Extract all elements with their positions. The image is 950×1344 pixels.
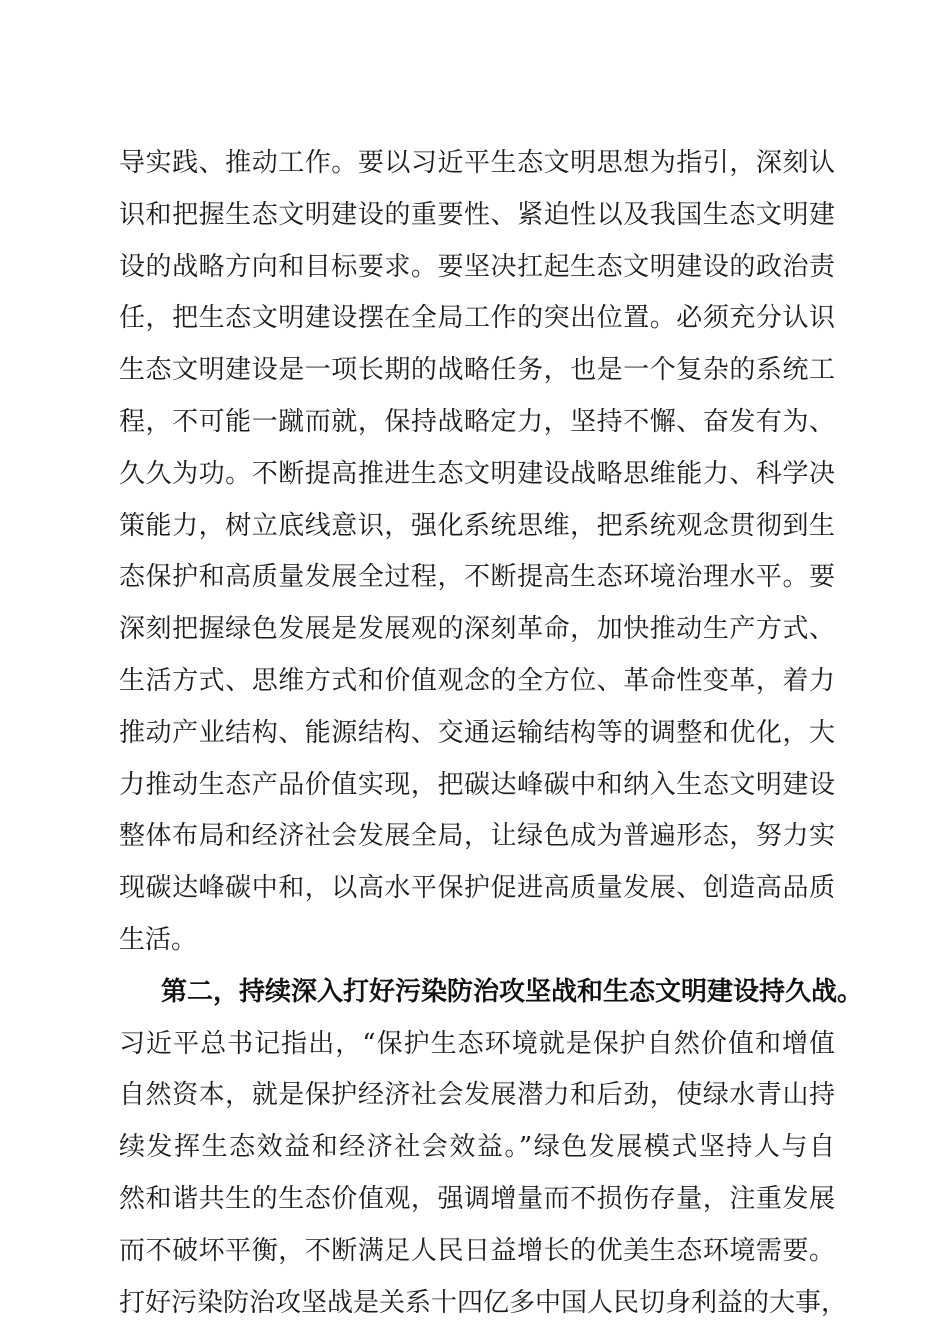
paragraph-1-last-line: 生活。 [119,924,198,955]
paragraph-2-line: 续发挥生态效益和经济社会效益。”绿色发展模式坚持人与自 [119,1132,835,1163]
paragraph-1-line: 整体布局和经济社会发展全局，让绿色成为普遍形态，努力实 [119,821,835,852]
paragraph-1-line: 策能力，树立底线意识，强化系统思维，把系统观念贯彻到生 [119,510,835,541]
paragraph-1-line: 态保护和高质量发展全过程，不断提高生态环境治理水平。要 [119,562,835,593]
paragraph-1-line: 推动产业结构、能源结构、交通运输结构等的调整和优化，大 [119,717,835,748]
paragraph-1-line: 生活方式、思维方式和价值观念的全方位、革命性变革，着力 [119,665,835,696]
body-text [119,138,864,1329]
paragraph-1-line: 力推动生态产品价值实现，把碳达峰碳中和纳入生态文明建设 [119,769,835,800]
paragraph-2-line: 自然资本，就是保护经济社会发展潜力和后劲，使绿水青山持 [119,1080,835,1111]
paragraph-1-line: 生态文明建设是一项长期的战略任务，也是一个复杂的系统工 [119,355,835,386]
paragraph-2-line: 然和谐共生的生态价值观，强调增量而不损伤存量，注重发展 [119,1183,835,1214]
section-heading: 第二，持续深入打好污染防治攻坚战和生态文明建设持久战。 [161,976,864,1007]
paragraph-1-line: 现碳达峰碳中和，以高水平保护促进高质量发展、创造高品质 [119,873,835,904]
paragraph-1-line: 程，不可能一蹴而就，保持战略定力，坚持不懈、奋发有为、 [119,406,835,437]
paragraph-1-line: 导实践、推动工作。要以习近平生态文明思想为指引，深刻认 [119,148,835,178]
paragraph-2-line: 而不破坏平衡，不断满足人民日益增长的优美生态环境需要。 [119,1235,835,1266]
paragraph-1-line: 久久为功。不断提高推进生态文明建设战略思维能力、科学决 [119,458,835,489]
paragraph-2-line: 打好污染防治攻坚战是关系十四亿多中国人民切身利益的大事， [119,1287,848,1318]
paragraph-1-line: 深刻把握绿色发展是发展观的深刻革命，加快推动生产方式、 [119,614,835,645]
paragraph-1-line: 识和把握生态文明建设的重要性、紧迫性以及我国生态文明建 [119,199,835,230]
paragraph-1-line: 设的战略方向和目标要求。要坚决扛起生态文明建设的政治责 [119,251,835,282]
paragraph-2-line: 习近平总书记指出，“保护生态环境就是保护自然价值和增值 [119,1028,835,1059]
paragraph-1-line: 任，把生态文明建设摆在全局工作的突出位置。必须充分认识 [119,303,835,334]
